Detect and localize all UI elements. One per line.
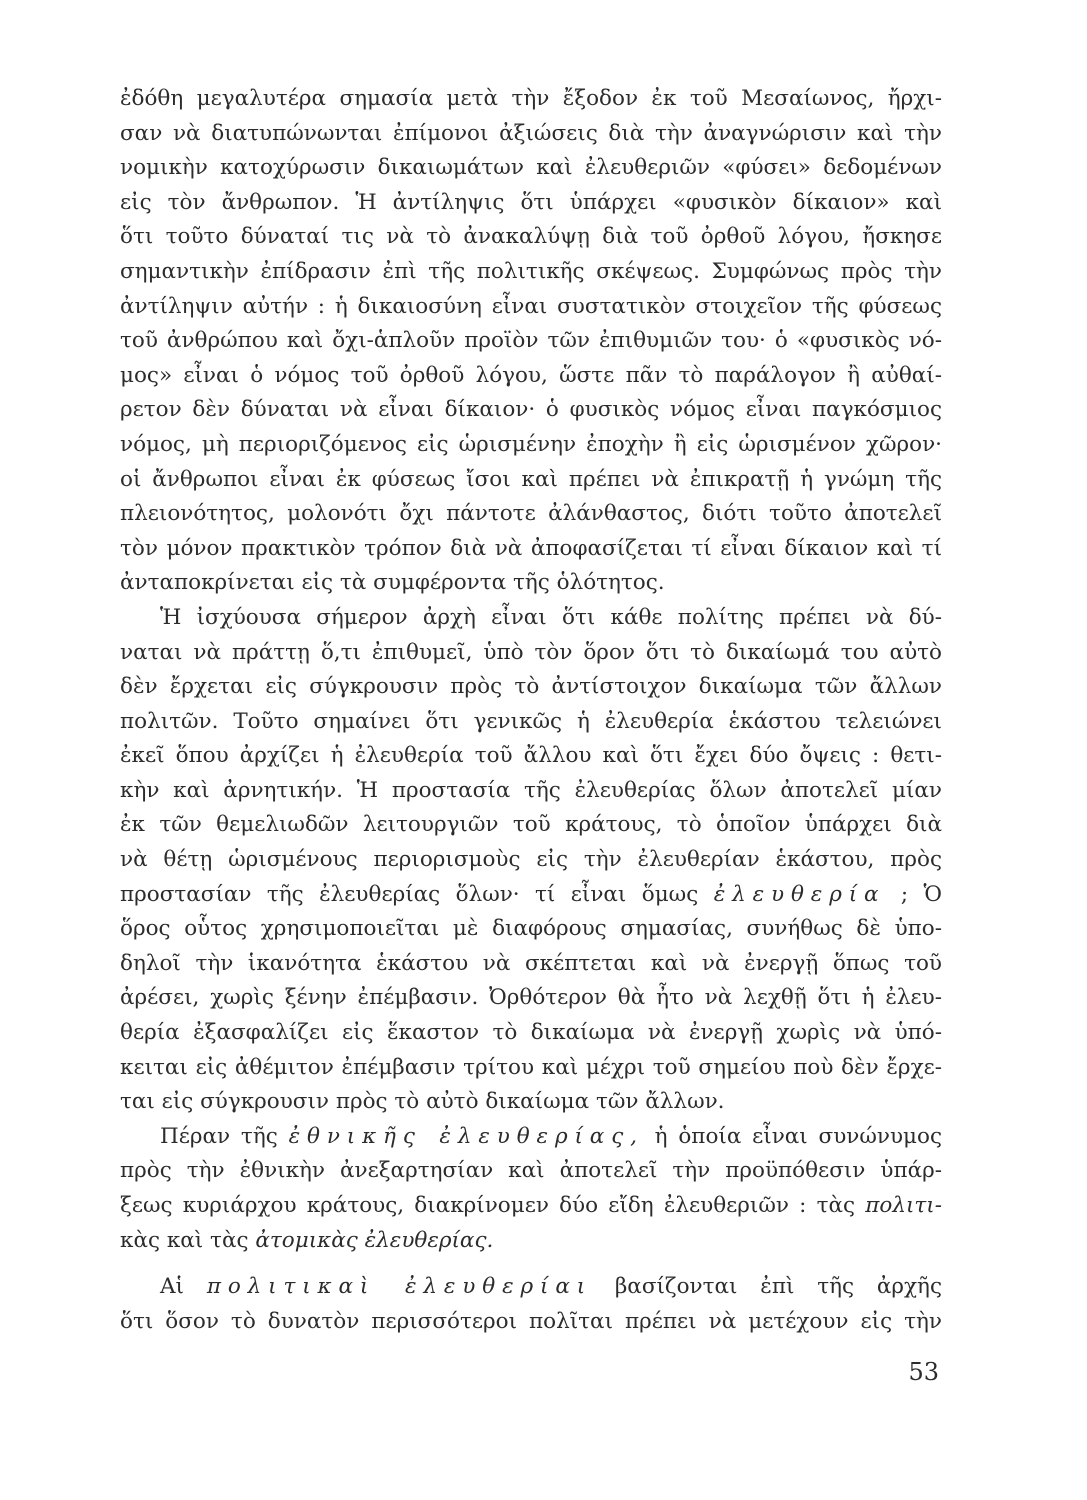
body-text (120, 82, 942, 1339)
text-line (120, 878, 942, 913)
text-line: ἐκεῖ ὅπου ἀρχίζει ἡ ἐλευθερία τοῦ ἄλλου καὶ ὅτι ἔχει δύο ὄψεις : θετι- (120, 743, 942, 769)
text-line: Ἡ ἰσχύουσα σήμερον ἀρχὴ εἶναι ὅτι κάθε πολίτης πρέπει νὰ δύ- (160, 604, 942, 630)
text-line: θερία ἐξασφαλίζει εἰς ἕκαστον τὸ δικαίωμα νὰ ἐνεργῇ χωρὶς νὰ ὑπό- (120, 1020, 942, 1046)
text-line: νόμος, μὴ περιοριζόμενος εἰς ὡρισμένην ἐποχὴν ἢ εἰς ὡρισμένον χῶρον· (120, 431, 942, 457)
text-line: κὴν καὶ ἀρνητικήν. Ἡ προστασία τῆς ἐλευθερίας ὅλων ἀποτελεῖ μίαν (120, 777, 942, 803)
emphasized-term: ἐθνικῆς ἐλευθερίας, (288, 1123, 644, 1149)
text-line: εἰς τὸν ἄνθρωπον. Ἡ ἀντίληψις ὅτι ὑπάρχει «φυσικὸν δίκαιον» καὶ (120, 189, 942, 215)
text-segment: ; Ὁ (900, 881, 942, 907)
text-line: κειται εἰς ἀθέμιτον ἐπέμβασιν τρίτου καὶ μέχρι τοῦ σημείου ποὺ δὲν ἔρχε- (120, 1054, 942, 1080)
text-line: σαν νὰ διατυπώνωνται ἐπίμονοι ἀξιώσεις διὰ τὴν ἀναγνώρισιν καὶ τὴν (120, 120, 942, 146)
text-line: τοῦ ἀνθρώπου καὶ ὄχι-ἁπλοῦν προϊὸν τῶν ἐπιθυμιῶν του· ὁ «φυσικὸς νό- (120, 328, 942, 354)
page-number: 53 (908, 1358, 939, 1386)
text-line: ὅτι ὅσον τὸ δυνατὸν περισσότεροι πολῖται πρέπει νὰ μετέχουν εἰς τὴν (120, 1308, 942, 1334)
text-segment: προστασίαν τῆς ἐλευθερίας ὅλων· τί εἶναι ὅμως (120, 881, 699, 907)
text-line: τὸν μόνον πρακτικὸν τρόπον διὰ νὰ ἀποφασίζεται τί εἶναι δίκαιον καὶ τί (120, 535, 942, 561)
text-line: ἀντίληψιν αὐτήν : ἡ δικαιοσύνη εἶναι συστατικὸν στοιχεῖον τῆς φύσεως (120, 293, 942, 319)
text-segment: ἡ ὁποία εἶναι συνώνυμος (654, 1123, 942, 1149)
italic-term: πολιτι- (865, 1193, 942, 1218)
text-line: ὅρος οὗτος χρησιμοποιεῖται μὲ διαφόρους σημασίας, συνήθως δὲ ὑπο- (120, 916, 942, 942)
text-segment: Αἱ (160, 1274, 184, 1300)
text-line: νὰ θέτῃ ὡρισμένους περιορισμοὺς εἰς τὴν ἐλευθερίαν ἑκάστου, πρὸς (120, 847, 942, 873)
text-line: ἀνταποκρίνεται εἰς τὰ συμφέροντα τῆς ὁλότητος. (120, 570, 665, 596)
text-line: δὲν ἔρχεται εἰς σύγκρουσιν πρὸς τὸ ἀντίστοιχον δικαίωμα τῶν ἄλλων (120, 674, 942, 700)
text-line: ρετον δὲν δύναται νὰ εἶναι δίκαιον· ὁ φυσικὸς νόμος εἶναι παγκόσμιος (120, 397, 942, 423)
italic-term: ἀτομικὰς ἐλευθερίας. (255, 1227, 494, 1253)
text-line: δηλοῖ τὴν ἱκανότητα ἑκάστου νὰ σκέπτεται καὶ νὰ ἐνεργῇ ὅπως τοῦ (120, 950, 942, 976)
emphasized-term: ἐλευθερία (713, 881, 886, 907)
text-line: ται εἰς σύγκρουσιν πρὸς τὸ αὐτὸ δικαίωμα τῶν ἄλλων. (120, 1089, 725, 1115)
text-line: πρὸς τὴν ἐθνικὴν ἀνεξαρτησίαν καὶ ἀποτελεῖ τὴν προϋπόθεσιν ὑπάρ- (120, 1158, 942, 1184)
text-line (120, 1270, 942, 1305)
emphasized-term: πολιτικαὶ ἐλευθερίαι (206, 1274, 593, 1300)
text-line (120, 1224, 942, 1259)
text-line: ναται νὰ πράττῃ ὅ,τι ἐπιθυμεῖ, ὑπὸ τὸν ὅρον ὅτι τὸ δικαίωμά του αὐτὸ (120, 639, 942, 665)
text-segment: κὰς καὶ τὰς (120, 1227, 249, 1253)
text-line: ἐδόθη μεγαλυτέρα σημασία μετὰ τὴν ἔξοδον ἐκ τοῦ Μεσαίωνος, ἤρχι- (120, 86, 942, 111)
text-line: ὅτι τοῦτο δύναταί τις νὰ τὸ ἀνακαλύψῃ διὰ τοῦ ὀρθοῦ λόγου, ἤσκησε (120, 224, 942, 250)
text-line: οἱ ἄνθρωποι εἶναι ἐκ φύσεως ἴσοι καὶ πρέπει νὰ ἐπικρατῇ ἡ γνώμη τῆς (120, 466, 942, 492)
text-line: μος» εἶναι ὁ νόμος τοῦ ὀρθοῦ λόγου, ὥστε πᾶν τὸ παράλογον ἢ αὐθαί- (120, 362, 942, 388)
text-line (120, 1189, 942, 1224)
text-segment: Πέραν τῆς (160, 1123, 278, 1149)
text-line: πολιτῶν. Τοῦτο σημαίνει ὅτι γενικῶς ἡ ἐλευθερία ἑκάστου τελειώνει (120, 708, 942, 734)
text-line (120, 1120, 942, 1155)
text-segment: ξεως κυριάρχου κράτους, διακρίνομεν δύο εἴδη ἐλευθεριῶν : τὰς (120, 1193, 856, 1218)
text-line: ἐκ τῶν θεμελιωδῶν λειτουργιῶν τοῦ κράτους, τὸ ὁποῖον ὑπάρχει διὰ (120, 812, 942, 838)
text-line: σημαντικὴν ἐπίδρασιν ἐπὶ τῆς πολιτικῆς σκέψεως. Συμφώνως πρὸς τὴν (120, 258, 942, 284)
text-segment: βασίζονται ἐπὶ τῆς ἀρχῆς (614, 1274, 942, 1300)
text-line: πλειονότητος, μολονότι ὄχι πάντοτε ἀλάνθαστος, διότι τοῦτο ἀποτελεῖ (120, 501, 942, 527)
text-line: ἀρέσει, χωρὶς ξένην ἐπέμβασιν. Ὀρθότερον θὰ ἦτο νὰ λεχθῇ ὅτι ἡ ἐλευ- (120, 985, 942, 1011)
text-line: νομικὴν κατοχύρωσιν δικαιωμάτων καὶ ἐλευθεριῶν «φύσει» δεδομένων (120, 155, 942, 181)
